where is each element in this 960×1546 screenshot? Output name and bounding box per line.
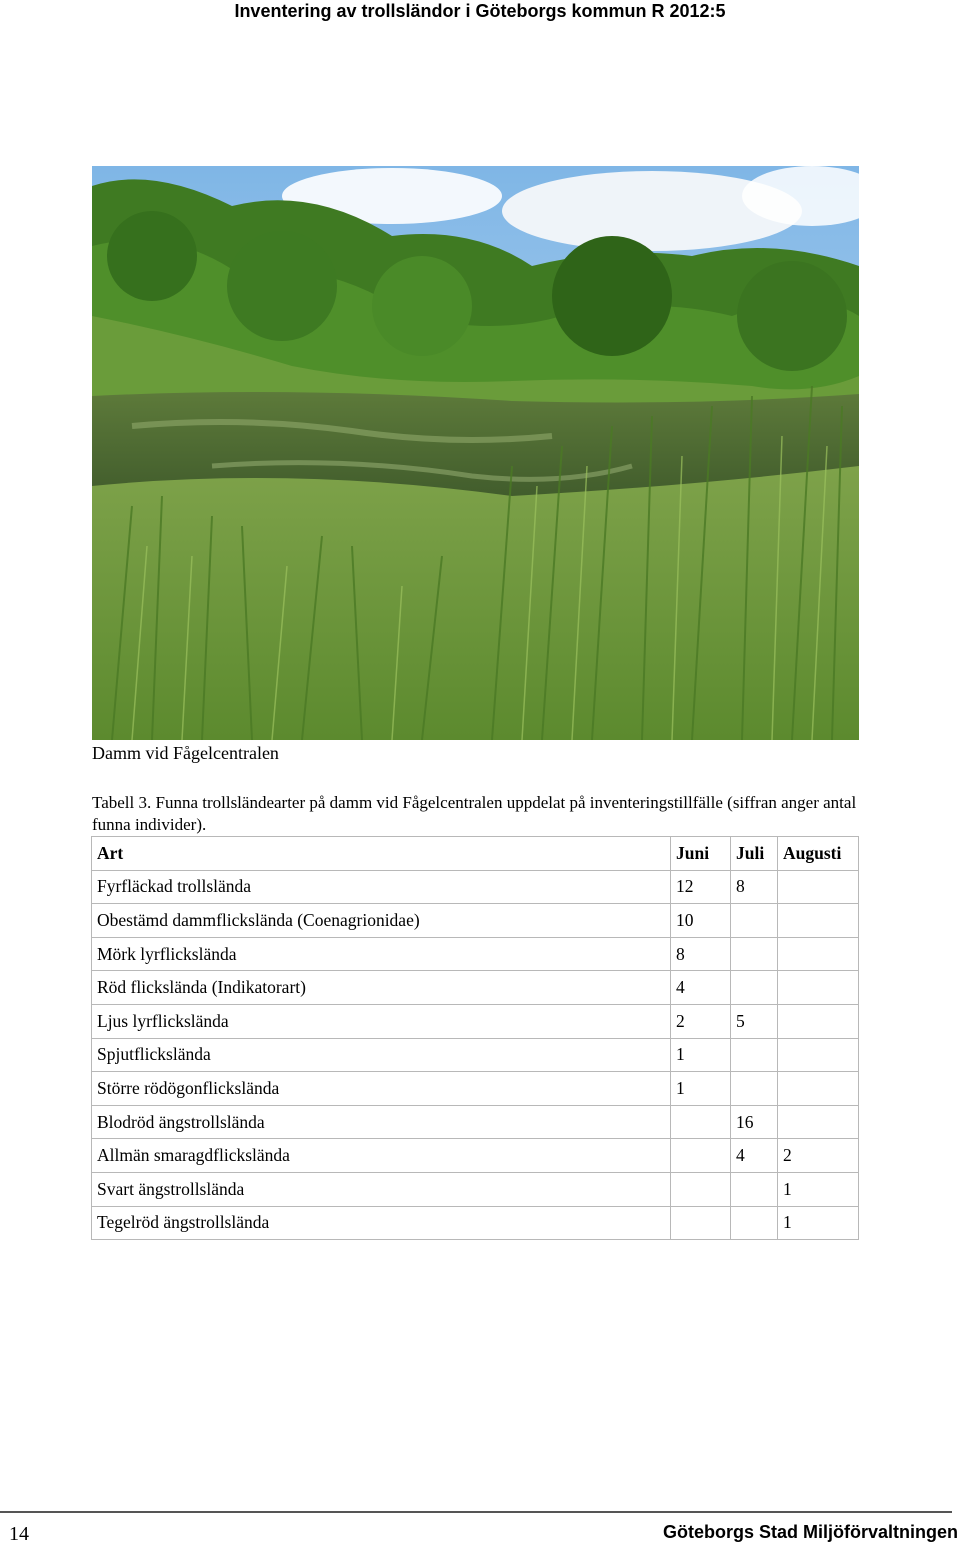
table-row	[92, 937, 859, 971]
cell-juli	[731, 1172, 778, 1206]
cell-art: Större rödögonflickslända	[92, 1072, 671, 1106]
cell-juli	[731, 1206, 778, 1240]
cell-juni	[671, 1172, 731, 1206]
cell-art: Tegelröd ängstrollslända	[92, 1206, 671, 1240]
pond-photo-illustration	[92, 166, 859, 740]
table-row	[92, 870, 859, 904]
cell-juni: 1	[671, 1072, 731, 1106]
cell-augusti	[778, 904, 859, 938]
table-row	[92, 1038, 859, 1072]
cell-art: Ljus lyrflickslända	[92, 1004, 671, 1038]
table-header-row	[92, 837, 859, 871]
page-header: Inventering av trollsländor i Göteborgs kommun R 2012:5	[234, 1, 726, 21]
cell-art: Allmän smaragdflickslända	[92, 1139, 671, 1173]
cell-augusti: 2	[778, 1139, 859, 1173]
cell-juni: 2	[671, 1004, 731, 1038]
header-augusti: Augusti	[778, 837, 859, 871]
cell-juni	[671, 1139, 731, 1173]
cell-augusti	[778, 971, 859, 1005]
table-row	[92, 1206, 859, 1240]
cell-augusti: 1	[778, 1172, 859, 1206]
cell-art: Blodröd ängstrollslända	[92, 1105, 671, 1139]
footer-organization: Göteborgs Stad Miljöförvaltningen	[662, 1522, 958, 1542]
species-table	[91, 836, 859, 1240]
cell-juli	[731, 937, 778, 971]
cell-art: Fyrfläckad trollslända	[92, 870, 671, 904]
cell-juli	[731, 971, 778, 1005]
cell-art: Spjutflickslända	[92, 1038, 671, 1072]
cell-juli: 8	[731, 870, 778, 904]
photo-caption: Damm vid Fågelcentralen	[92, 743, 279, 763]
cell-juni: 1	[671, 1038, 731, 1072]
table-row	[92, 1139, 859, 1173]
header-juni: Juni	[671, 837, 731, 871]
table-row	[92, 1105, 859, 1139]
cell-augusti	[778, 870, 859, 904]
header-juli: Juli	[731, 837, 778, 871]
cell-juni: 8	[671, 937, 731, 971]
cell-juni: 10	[671, 904, 731, 938]
cell-juli: 4	[731, 1139, 778, 1173]
table-row	[92, 1172, 859, 1206]
cell-art: Röd flickslända (Indikatorart)	[92, 971, 671, 1005]
cell-juli: 5	[731, 1004, 778, 1038]
cell-augusti	[778, 1105, 859, 1139]
cell-juli: 16	[731, 1105, 778, 1139]
pond-photo	[92, 166, 859, 740]
cell-augusti	[778, 1004, 859, 1038]
table-title: Tabell 3. Funna trollsländearter på damm vid Fågelcentralen uppdelat på inventeringstillfälle (siffran anger antal funna individer).	[92, 793, 857, 834]
cell-augusti	[778, 937, 859, 971]
cell-augusti	[778, 1072, 859, 1106]
cell-art: Obestämd dammflickslända (Coenagrionidae)	[92, 904, 671, 938]
cell-augusti: 1	[778, 1206, 859, 1240]
cell-art: Mörk lyrflickslända	[92, 937, 671, 971]
table-row	[92, 971, 859, 1005]
cell-juli	[731, 1072, 778, 1106]
cell-juli	[731, 1038, 778, 1072]
footer-divider	[0, 1511, 952, 1513]
header-art: Art	[92, 837, 671, 871]
cell-augusti	[778, 1038, 859, 1072]
cell-juni	[671, 1105, 731, 1139]
cell-juni	[671, 1206, 731, 1240]
cell-juni: 12	[671, 870, 731, 904]
table-row	[92, 904, 859, 938]
table-row	[92, 1072, 859, 1106]
page-number: 14	[9, 1523, 29, 1545]
cell-art: Svart ängstrollslända	[92, 1172, 671, 1206]
cell-juli	[731, 904, 778, 938]
cell-juni: 4	[671, 971, 731, 1005]
table-row	[92, 1004, 859, 1038]
